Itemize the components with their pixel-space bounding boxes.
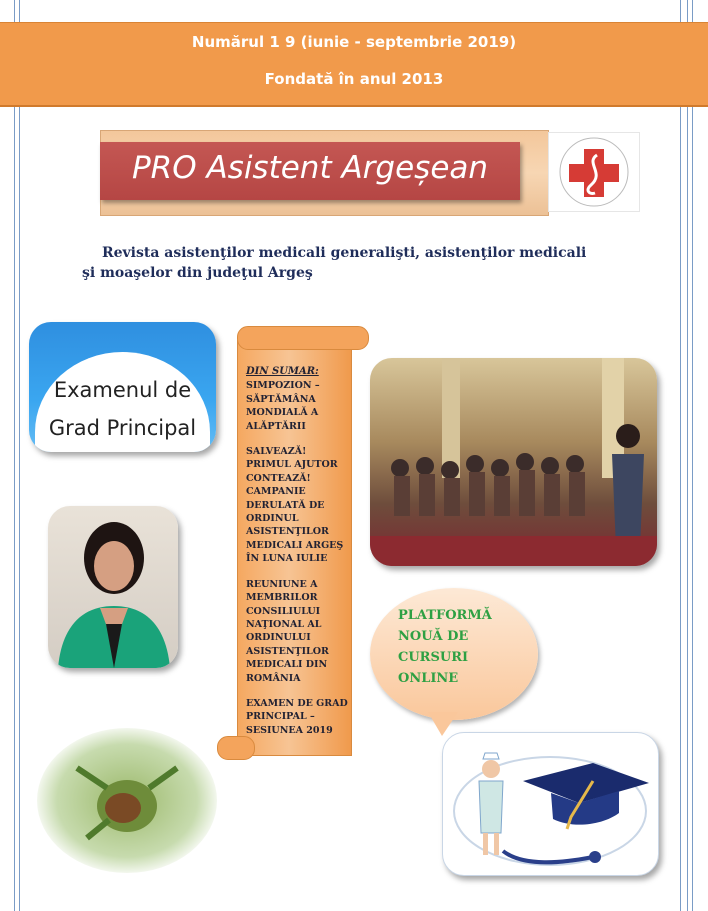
- magazine-title: PRO Asistent Argeșean: [131, 150, 489, 186]
- nursing-education-card: [442, 732, 659, 876]
- summary-item: EXAMEN DE GRAD PRINCIPAL – SESIUNEA 2019: [246, 697, 348, 736]
- summary-item: SALVEAZĂ! PRIMUL AJUTOR CONTEAZĂ! CAMPANIE DERULATĂ DE ORDINUL ASISTENŢILOR MEDICALI ARGEŞ ÎN LUNA IULIE: [246, 446, 344, 565]
- exam-card-line1: Examenul de: [53, 378, 192, 402]
- summary-heading: DIN SUMAR:: [246, 366, 319, 377]
- magazine-subtitle: Revista asistenţilor medicali generalişti, asistenţilor medicali şi moaşelor din judeţul Argeş: [82, 245, 587, 281]
- exam-grad-principal-card: [29, 322, 216, 452]
- page-line-right-3: [692, 0, 693, 911]
- page-line-left-2: [19, 0, 20, 911]
- nurse-figure-icon: [479, 753, 503, 855]
- issue-number: Numărul 1 9 (iunie - septembrie 2019): [191, 33, 517, 51]
- conference-photo: [370, 358, 657, 566]
- summary-scroll: [233, 326, 368, 758]
- callout-text: PLATFORMĂ NOUĂ DE CURSURI ONLINE: [398, 608, 492, 686]
- scroll-top-roll: [237, 326, 369, 350]
- summary-item: REUNIUNE A MEMBRILOR CONSILIULUI NAŢIONAL AL ORDINULUI ASISTENŢILOR MEDICALI DIN ROMÂNIA: [246, 578, 329, 684]
- online-courses-callout: [370, 588, 538, 730]
- walnut-photo: [37, 728, 217, 873]
- portrait-photo: [48, 506, 178, 668]
- exam-card-line2: Grad Principal: [48, 416, 197, 440]
- page-line-left-1: [14, 0, 15, 911]
- summary-scroll-body: [237, 340, 352, 756]
- scroll-bottom-roll: [217, 736, 255, 760]
- page-line-right-1: [680, 0, 681, 911]
- founded-year: Fondată în anul 2013: [264, 70, 444, 88]
- medical-cross-logo-icon: [548, 132, 640, 212]
- summary-content: [246, 365, 350, 737]
- summary-item: SIMPOZION – SĂPTĂMÂNA MONDIALĂ A ALĂPTĂRII: [246, 380, 320, 432]
- page-line-right-2: [687, 0, 688, 911]
- graduation-cap-icon: [523, 763, 649, 829]
